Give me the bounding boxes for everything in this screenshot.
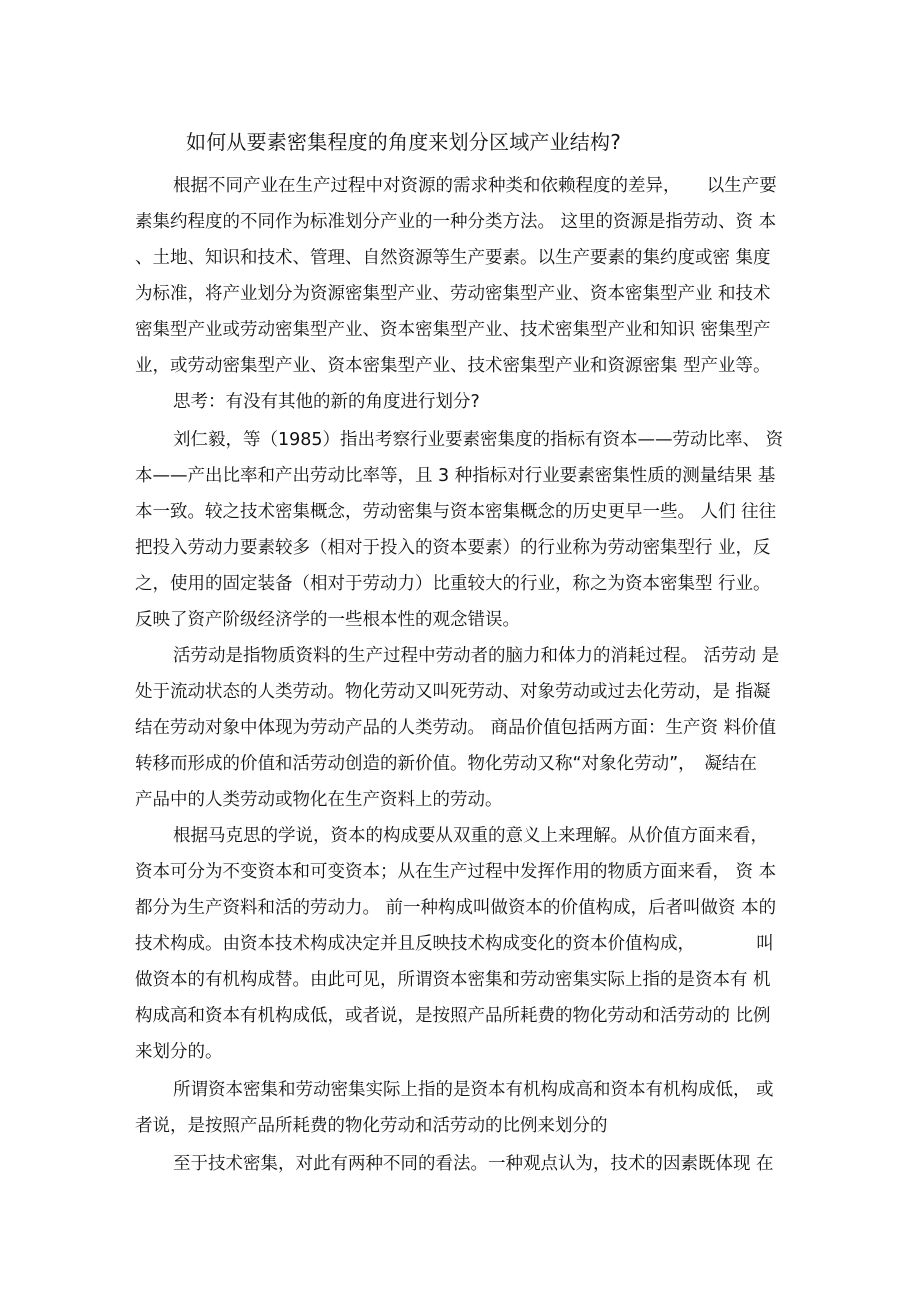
paragraph-1-line-6: 业，或劳动密集型产业、资本密集型产业、技术密集型产业和资源密集 型产业等。 (135, 356, 771, 376)
paragraph-5-line-4: 技术构成。由资本技术构成决定并且反映技术构成变化的资本价值构成， 叫 (135, 934, 774, 954)
paragraph-1-line-5: 密集型产业或劳动密集型产业、资本密集型产业、技术密集型产业和知识 密集型产 (135, 320, 771, 340)
paragraph-3-line-4: 把投入劳动力要素较多（相对于投入的资本要素）的行业称为劳动密集型行 业，反 (135, 538, 771, 558)
paragraph-3-line-6: 反映了资产阶级经济学的一些根本性的观念错误。 (135, 610, 520, 630)
document-title: 如何从要素密集程度的角度来划分区域产业结构? (186, 130, 622, 154)
paragraph-6-line-2: 者说，是按照产品所耗费的物化劳动和活劳动的比例来划分的 (135, 1116, 608, 1136)
paragraph-5-line-3: 都分为生产资料和活的劳动力。 前一种构成叫做资本的价值构成，后者叫做资 本的 (135, 898, 777, 918)
paragraph-4-line-4: 转移而形成的价值和活劳动创造的新价值。物化劳动又称“对象化劳动”， 凝结在 (135, 754, 757, 774)
paragraph-3-line-5: 之，使用的固定装备（相对于劳动力）比重较大的行业，称之为资本密集型 行业。 (135, 574, 771, 594)
paragraph-3-line-1: 刘仁毅，等（1985）指出考察行业要素密集度的指标有资本——劳动比率、 资 (173, 430, 784, 450)
paragraph-5-line-1: 根据马克思的学说，资本的构成要从双重的意义上来理解。从价值方面来看， (173, 826, 768, 846)
paragraph-1-line-4: 为标准，将产业划分为资源密集型产业、劳动密集型产业、资本密集型产业 和技术 (135, 284, 771, 304)
paragraph-4-line-3: 结在劳动对象中体现为劳动产品的人类劳动。 商品价值包括两方面：生产资 料价值 (135, 718, 777, 738)
paragraph-3-line-3: 本一致。较之技术密集概念，劳动密集与资本密集概念的历史更早一些。 人们 往往 (135, 502, 777, 522)
paragraph-3-line-2: 本——产出比率和产出劳动比率等，且 3 种指标对行业要素密集性质的测量结果 基 (135, 466, 776, 486)
paragraph-5-line-2: 资本可分为不变资本和可变资本；从在生产过程中发挥作用的物质方面来看， 资 本 (135, 862, 777, 882)
paragraph-4-line-2: 处于流动状态的人类劳动。物化劳动又叫死劳动、对象劳动或过去化劳动，是 指凝 (135, 682, 771, 702)
paragraph-2-line-1: 思考：有没有其他的新的角度进行划分? (173, 392, 480, 412)
paragraph-7-line-1: 至于技术密集，对此有两种不同的看法。一种观点认为，技术的因素既体现 在 (173, 1154, 774, 1174)
paragraph-1-line-2: 素集约程度的不同作为标准划分产业的一种分类方法。 这里的资源是指劳动、资 本 (135, 212, 777, 232)
paragraph-5-line-5: 做资本的有机构成替。由此可见，所谓资本密集和劳动密集实际上指的是资本有 机 (135, 970, 771, 990)
paragraph-4-line-5: 产品中的人类劳动或物化在生产资料上的劳动。 (135, 790, 503, 810)
paragraph-4-line-1: 活劳动是指物质资料的生产过程中劳动者的脑力和体力的消耗过程。 活劳动 是 (173, 646, 780, 666)
paragraph-5-line-7: 来划分的。 (135, 1042, 223, 1062)
paragraph-6-line-1: 所谓资本密集和劳动密集实际上指的是资本有机构成高和资本有机构成低， 或 (173, 1080, 774, 1100)
paragraph-1-line-3: 、土地、知识和技术、管理、自然资源等生产要素。以生产要素的集约度或密 集度 (135, 248, 771, 268)
paragraph-5-line-6: 构成高和资本有机构成低，或者说，是按照产品所耗费的物化劳动和活劳动的 比例 (135, 1006, 771, 1026)
paragraph-1-line-1: 根据不同产业在生产过程中对资源的需求种类和依赖程度的差异， 以生产要 (173, 176, 777, 196)
